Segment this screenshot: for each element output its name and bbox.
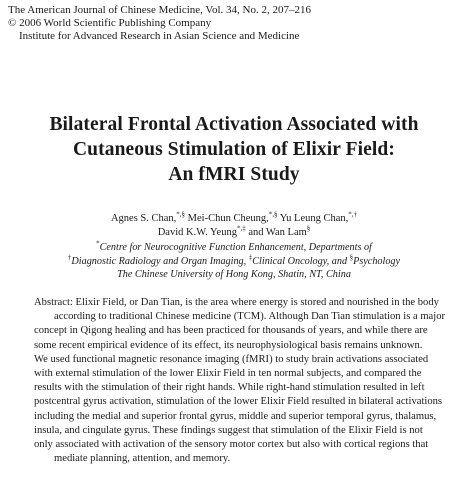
- affiliation-mark: ‡: [248, 253, 253, 262]
- author-line-2: [0, 226, 468, 240]
- author-line-1: [0, 212, 468, 226]
- author-name: Yu Leung Chan,: [277, 213, 349, 224]
- affiliation-mark: †: [67, 253, 72, 262]
- affiliation-text: Centre for Neurocognitive Function Enhancement, Departments of: [99, 242, 372, 253]
- paper-title: [0, 112, 468, 187]
- affiliation-text: Clinical Oncology, and: [252, 255, 350, 267]
- author-name: Mei-Chun Cheung,: [185, 213, 269, 224]
- abstract-line: only associated with activation of the sensory motor cortex but also with cortical regions that: [34, 439, 429, 451]
- abstract-line: some recent empirical evidence of its effect, its neurophysiological basis remains unknown.: [34, 339, 423, 351]
- affiliation-text: Diagnostic Radiology and Organ Imaging,: [71, 255, 249, 267]
- abstract-line: according to traditional Chinese medicine (TCM). Although Dan Tian stimulation is a major: [54, 311, 446, 323]
- author-affiliation-mark: §: [306, 224, 311, 233]
- abstract-line: results with the stimulation of their right hands. While right-hand stimulation resulted in left: [34, 382, 425, 394]
- journal-header: [8, 4, 311, 43]
- affiliations: [0, 241, 468, 282]
- author-name: and Wan Lam: [245, 227, 307, 238]
- affiliation-mark: *: [96, 239, 100, 248]
- affiliation-mark: §: [349, 253, 354, 262]
- author-name: David K.W. Yeung: [157, 227, 237, 238]
- affiliation-line-2: [0, 255, 468, 269]
- title-line-1: Bilateral Frontal Activation Associated with: [49, 114, 419, 135]
- copyright-line: © 2006 World Scientific Publishing Company: [8, 17, 212, 29]
- abstract-line: with external stimulation of the lower Elixir Field in ten normal subjects, and compared the: [34, 368, 422, 380]
- abstract-line: We used functional magnetic resonance imaging (fMRI) to study brain activations associated: [34, 353, 429, 365]
- author-name: Agnes S. Chan,: [110, 213, 177, 224]
- publisher-institute: Institute for Advanced Research in Asian Science and Medicine: [19, 30, 300, 42]
- abstract-line: insula, and cingulate gyrus. These findings suggest that stimulation of the Elixir Field is not: [34, 424, 423, 436]
- affiliation-text: Psychology: [353, 255, 401, 267]
- journal-citation: The American Journal of Chinese Medicine, Vol. 34, No. 2, 207–216: [8, 4, 311, 16]
- title-line-2: Cutaneous Stimulation of Elixir Field:: [73, 139, 395, 160]
- abstract-line: postcentral gyrus activation, stimulation of the lower Elixir Field resulted in bilateral activations: [34, 396, 443, 408]
- author-affiliation-mark: *,†: [348, 210, 358, 219]
- author-list: [0, 212, 468, 240]
- abstract: [34, 296, 460, 466]
- author-affiliation-mark: *,§: [268, 210, 278, 219]
- author-affiliation-mark: *,§: [176, 210, 186, 219]
- title-line-3: An fMRI Study: [168, 164, 300, 185]
- abstract-line: concept in Qigong healing and has been practiced for thousands of years, and while there are: [34, 325, 428, 337]
- abstract-line: mediate planning, attention, and memory.: [54, 453, 231, 465]
- author-affiliation-mark: *,‡: [236, 224, 246, 233]
- abstract-line: Abstract: Elixir Field, or Dan Tian, is the area where energy is stored and nourished in the body: [34, 297, 439, 308]
- affiliation-line-3: The Chinese University of Hong Kong, Shatin, NT, China: [117, 269, 351, 280]
- abstract-line: including the medial and superior frontal gyrus, middle and superior temporal gyrus, thalamus,: [34, 410, 437, 422]
